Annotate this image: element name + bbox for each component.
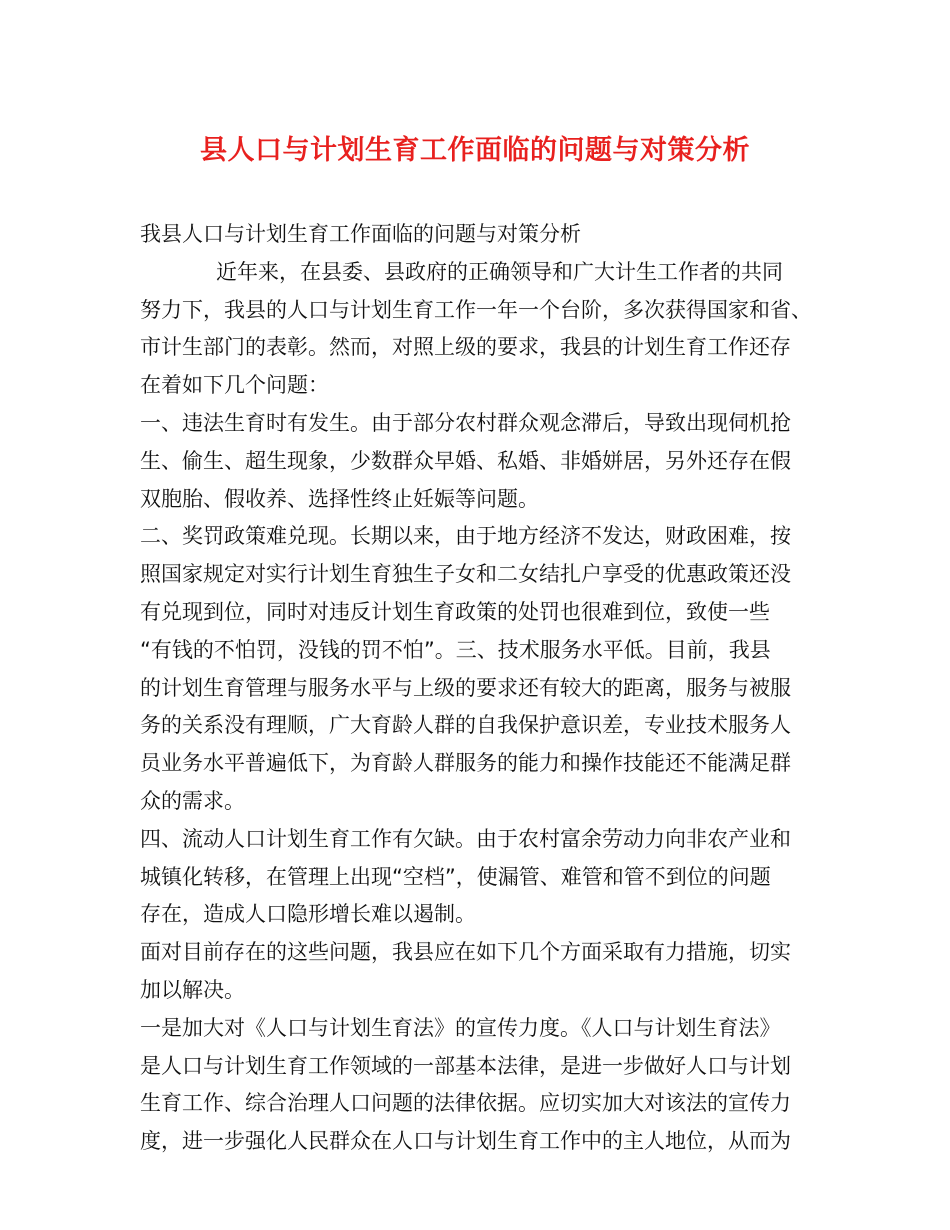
text-line: 努力下，我县的人口与计划生育工作一年一个台阶，多次获得国家和省、 (140, 297, 812, 322)
text-line: 近年来，在县委、县政府的正确领导和广大计生工作者的共同 (216, 259, 783, 284)
text-line: 照国家规定对实行计划生育独生子女和二女结扎户享受的优惠政策还没 (140, 562, 791, 587)
text-line: “有钱的不怕罚，没钱的罚不怕”。三、技术服务水平低。目前，我县 (140, 637, 771, 662)
text-line: 一是加大对《人口与计划生育法》的宣传力度。《人口与计划生育法》 (140, 1015, 781, 1040)
text-line: 市计生部门的表彰。然而，对照上级的要求，我县的计划生育工作还存 (140, 335, 791, 360)
text-line: 的计划生育管理与服务水平与上级的要求还有较大的距离，服务与被服 (140, 675, 791, 700)
text-line: 生、偷生、超生现象，少数群众早婚、私婚、非婚姘居，另外还存在假 (140, 448, 791, 473)
text-line: 加以解决。 (140, 977, 245, 1002)
text-line: 一、违法生育时有发生。由于部分农村群众观念滞后，导致出现伺机抢 (140, 410, 791, 435)
text-line: 双胞胎、假收养、选择性终止妊娠等问题。 (140, 486, 539, 511)
text-line: 在着如下几个问题： (140, 373, 329, 398)
document-body (140, 216, 820, 1161)
text-line: 有兑现到位，同时对违反计划生育政策的处罚也很难到位，致使一些 (140, 599, 770, 624)
text-line: 四、流动人口计划生育工作有欠缺。由于农村富余劳动力向非农产业和 (140, 826, 791, 851)
text-line: 员业务水平普遍低下，为育龄人群服务的能力和操作技能还不能满足群 (140, 751, 791, 776)
text-line: 务的关系没有理顺，广大育龄人群的自我保护意识差，专业技术服务人 (140, 713, 791, 738)
text-line: 是人口与计划生育工作领域的一部基本法律，是进一步做好人口与计划 (140, 1053, 791, 1078)
text-line: 度，进一步强化人民群众在人口与计划生育工作中的主人地位，从而为 (140, 1129, 791, 1154)
text-line: 存在，造成人口隐形增长难以遏制。 (140, 902, 476, 927)
text-line: 城镇化转移，在管理上出现“空档”，使漏管、难管和管不到位的问题 (140, 864, 771, 889)
text-line: 众的需求。 (140, 788, 245, 813)
text-line: 生育工作、综合治理人口问题的法律依据。应切实加大对该法的宣传力 (140, 1091, 791, 1116)
text-line: 我县人口与计划生育工作面临的问题与对策分析 (140, 222, 581, 246)
document-title: 县人口与计划生育工作面临的问题与对策分析 (200, 135, 750, 166)
text-line: 面对目前存在的这些问题，我县应在如下几个方面采取有力措施，切实 (140, 940, 791, 965)
text-line: 二、奖罚政策难兑现。长期以来，由于地方经济不发达，财政困难，按 (140, 524, 791, 549)
